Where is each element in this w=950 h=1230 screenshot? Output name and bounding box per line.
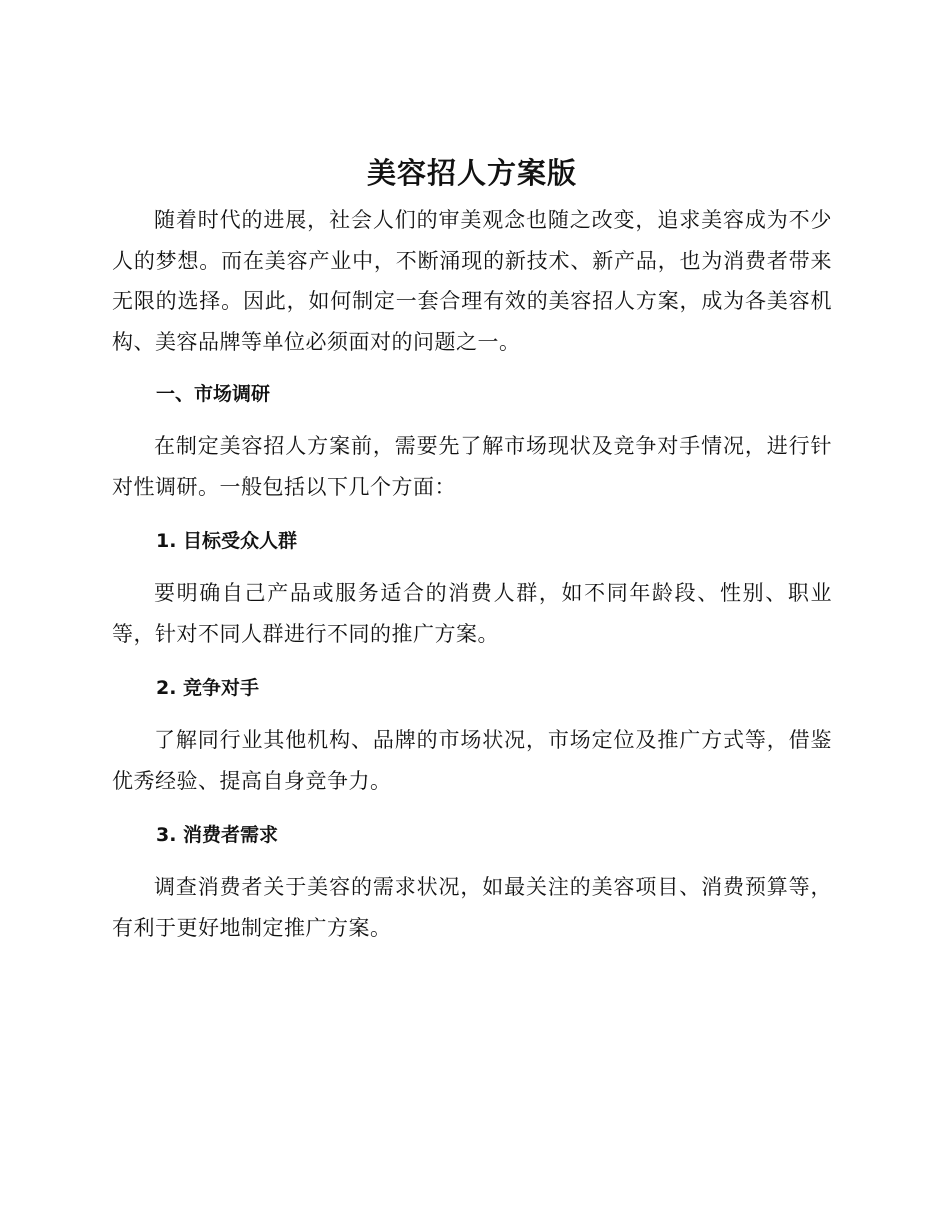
spacer: [112, 654, 832, 668]
item-heading-competitors: 2. 竞争对手: [156, 677, 260, 699]
spacer: [112, 801, 832, 815]
spacer: [112, 708, 832, 720]
intro-paragraph: 随着时代的进展，社会人们的审美观念也随之改变，追求美容成为不少人的梦想。而在美容产业中，不断涌现的新技术、新产品，也为消费者带来无限的选择。因此，如何制定一套合理有效的美容招人方案，成为各美容机构、美容品牌等单位必须面对的问题之一。: [112, 208, 832, 354]
spacer: [112, 855, 832, 867]
spacer: [112, 414, 832, 426]
spacer: [112, 507, 832, 521]
document-title: 美容招人方案版: [366, 156, 577, 190]
item-paragraph-consumer-needs: 调查消费者关于美容的需求状况，如最关注的美容项目、消费预算等，有利于更好地制定推广方案。: [112, 875, 832, 940]
item-paragraph-competitors: 了解同行业其他机构、品牌的市场状况，市场定位及推广方式等，借鉴优秀经验、提高自身竞争力。: [112, 728, 832, 793]
section-paragraph-market-research: 在制定美容招人方案前，需要先了解市场现状及竞争对手情况，进行针对性调研。一般包括以下几个方面：: [112, 434, 832, 499]
document-page: [112, 148, 832, 948]
item-paragraph-target-audience: 要明确自己产品或服务适合的消费人群，如不同年龄段、性别、职业等，针对不同人群进行不同的推广方案。: [112, 581, 832, 646]
item-heading-consumer-needs: 3. 消费者需求: [156, 824, 279, 846]
spacer: [112, 362, 832, 374]
spacer: [112, 561, 832, 573]
item-heading-target-audience: 1. 目标受众人群: [156, 530, 298, 552]
section-heading-market-research: 一、市场调研: [156, 383, 271, 405]
